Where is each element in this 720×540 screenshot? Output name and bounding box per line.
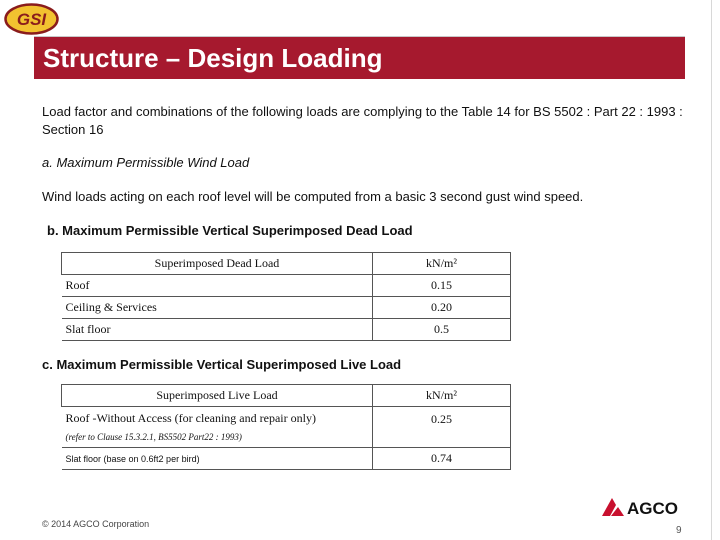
table-cell-label: Roof — [62, 275, 373, 297]
table-cell-value: 0.25 — [373, 407, 511, 448]
dead-load-table — [61, 252, 511, 341]
table-header-cell: kN/m² — [373, 385, 511, 407]
table-cell-label: Ceiling & Services — [62, 297, 373, 319]
table-row — [62, 319, 511, 341]
table-header-cell: kN/m² — [373, 253, 511, 275]
live-load-table — [61, 384, 511, 470]
table-header-row — [62, 385, 511, 407]
agco-logo-text: AGCO — [627, 499, 678, 518]
table-cell-label: Slat floor — [62, 319, 373, 341]
table-header-cell: Superimposed Dead Load — [62, 253, 373, 275]
row-label: Roof -Without Access (for cleaning and repair only) — [65, 411, 316, 425]
page-number: 9 — [676, 525, 682, 536]
table-row — [62, 407, 511, 448]
table-cell-label — [62, 407, 373, 448]
clause-note: (refer to Clause 15.3.2.1, BS5502 Part22 : 1993) — [65, 432, 242, 442]
section-a-heading: a. Maximum Permissible Wind Load — [42, 155, 250, 170]
table-row — [62, 448, 511, 470]
logo-text: GSI — [16, 10, 47, 29]
right-divider — [711, 0, 712, 540]
table-cell-value: 0.15 — [373, 275, 511, 297]
copyright: © 2014 AGCO Corporation — [42, 519, 150, 529]
table-cell-value: 0.20 — [373, 297, 511, 319]
table-header-row — [62, 253, 511, 275]
table-header-cell: Superimposed Live Load — [62, 385, 373, 407]
page-title: Structure – Design Loading — [43, 43, 383, 73]
section-a-text: Wind loads acting on each roof level will be computed from a basic 3 second gust wind speed. — [42, 189, 584, 204]
table-cell-value: 0.5 — [373, 319, 511, 341]
agco-logo — [600, 494, 690, 520]
intro-text: Load factor and combinations of the following loads are complying to the Table 14 for BS 5502 : Part 22 : 1993 : Section 16 — [42, 104, 683, 137]
section-c-heading: c. Maximum Permissible Vertical Superimposed Live Load — [42, 357, 402, 372]
table-row — [62, 275, 511, 297]
table-cell-label — [62, 448, 373, 470]
row-label: Slat floor (base on 0.6ft2 per bird) — [65, 454, 200, 464]
table-row — [62, 297, 511, 319]
title-bar — [34, 36, 685, 79]
section-b-heading: b. Maximum Permissible Vertical Superimposed Dead Load — [47, 223, 413, 238]
table-cell-value: 0.74 — [373, 448, 511, 470]
gsi-logo — [4, 3, 59, 35]
